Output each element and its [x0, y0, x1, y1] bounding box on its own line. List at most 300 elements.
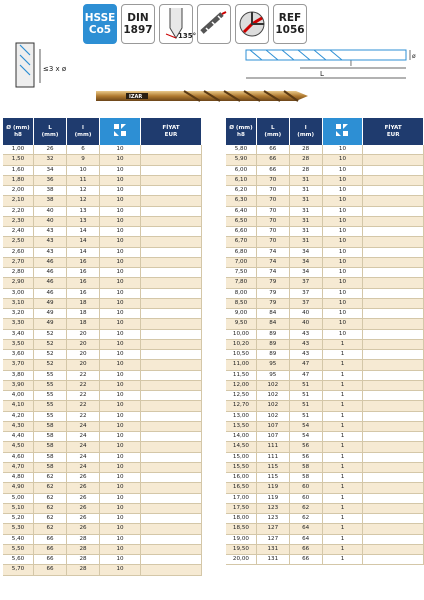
cell-pack-qty: 10 — [100, 411, 141, 421]
cell-price — [363, 247, 424, 257]
cell-pack-qty: 10 — [100, 503, 141, 513]
cell-diameter: 4,60 — [3, 452, 34, 462]
cell-price — [363, 462, 424, 472]
cell-diameter: 5,20 — [3, 514, 34, 524]
cell-pack-qty: 10 — [100, 227, 141, 237]
cell-pack-qty: 10 — [100, 350, 141, 360]
cell-total-length: 52 — [34, 329, 67, 339]
cell-price — [363, 534, 424, 544]
cell-diameter: 16,00 — [226, 473, 256, 483]
cell-price — [363, 206, 424, 216]
cell-diameter: 3,70 — [3, 360, 34, 370]
table-row — [226, 155, 424, 165]
cell-price — [141, 421, 202, 431]
cell-diameter: 6,50 — [226, 216, 256, 226]
cell-flute-length: 43 — [289, 329, 322, 339]
cell-pack-qty: 1 — [322, 503, 363, 513]
cell-pack-qty: 10 — [322, 165, 363, 175]
cell-price — [141, 380, 202, 390]
cell-total-length: 84 — [256, 309, 289, 319]
cell-price — [363, 452, 424, 462]
header-flute-length: l (mm) — [289, 118, 322, 145]
cell-diameter: 5,90 — [226, 155, 256, 165]
table-row — [226, 401, 424, 411]
cell-pack-qty: 1 — [322, 339, 363, 349]
cell-diameter: 6,60 — [226, 227, 256, 237]
cell-price — [141, 216, 202, 226]
cell-pack-qty: 1 — [322, 534, 363, 544]
cell-diameter: 3,40 — [3, 329, 34, 339]
material-badge — [83, 4, 117, 44]
cell-flute-length: 66 — [289, 555, 322, 565]
cell-pack-qty: 10 — [322, 309, 363, 319]
cell-total-length: 66 — [34, 565, 67, 575]
table-row — [3, 411, 202, 421]
header-total-length: L (mm) — [34, 118, 67, 145]
cell-price — [141, 237, 202, 247]
table-row — [226, 319, 424, 329]
cell-pack-qty: 10 — [322, 288, 363, 298]
cell-price — [363, 227, 424, 237]
cell-flute-length: 10 — [67, 165, 100, 175]
cell-price — [141, 514, 202, 524]
cell-pack-qty: 10 — [100, 206, 141, 216]
cell-total-length: 62 — [34, 503, 67, 513]
cell-diameter: 2,70 — [3, 257, 34, 267]
table-row — [226, 442, 424, 452]
cell-total-length: 119 — [256, 483, 289, 493]
cell-pack-qty: 10 — [100, 493, 141, 503]
header-price: FİYAT EUR — [141, 118, 202, 145]
ref-line2: 1056 — [275, 24, 305, 36]
cell-diameter: 3,30 — [3, 319, 34, 329]
cell-diameter: 18,50 — [226, 524, 256, 534]
cell-price — [141, 145, 202, 155]
cell-total-length: 89 — [256, 329, 289, 339]
drill-dimension-diagram — [240, 44, 420, 84]
drill-size-table-left — [3, 118, 202, 576]
cell-price — [141, 339, 202, 349]
cell-diameter: 4,30 — [3, 421, 34, 431]
material-line2: Co5 — [88, 24, 112, 36]
cell-total-length: 79 — [256, 288, 289, 298]
cell-price — [363, 442, 424, 452]
cell-flute-length: 13 — [67, 206, 100, 216]
cell-total-length: 66 — [34, 555, 67, 565]
cell-diameter: 5,80 — [226, 145, 256, 155]
cell-flute-length: 51 — [289, 411, 322, 421]
table-row — [3, 421, 202, 431]
cell-diameter: 4,50 — [3, 442, 34, 452]
cell-price — [363, 268, 424, 278]
svg-text:≤3 x ø: ≤3 x ø — [43, 65, 67, 73]
cell-flute-length: 58 — [289, 462, 322, 472]
cell-flute-length: 31 — [289, 175, 322, 185]
cell-price — [141, 442, 202, 452]
cell-pack-qty: 10 — [100, 421, 141, 431]
cell-pack-qty: 10 — [100, 145, 141, 155]
table-row — [3, 493, 202, 503]
table-row — [3, 339, 202, 349]
cell-total-length: 79 — [256, 298, 289, 308]
table-row — [226, 432, 424, 442]
cell-flute-length: 31 — [289, 186, 322, 196]
cell-pack-qty: 10 — [322, 155, 363, 165]
cell-total-length: 58 — [34, 452, 67, 462]
cell-price — [141, 524, 202, 534]
cell-diameter: 4,00 — [3, 391, 34, 401]
cell-pack-qty: 10 — [100, 155, 141, 165]
cell-price — [141, 391, 202, 401]
cell-flute-length: 51 — [289, 401, 322, 411]
cell-total-length: 66 — [34, 534, 67, 544]
cell-total-length: 102 — [256, 380, 289, 390]
cell-diameter: 10,00 — [226, 329, 256, 339]
cell-pack-qty: 10 — [100, 329, 141, 339]
header-diameter: Ø (mm) h8 — [226, 118, 256, 145]
cell-total-length: 46 — [34, 257, 67, 267]
cell-diameter: 5,30 — [3, 524, 34, 534]
cell-price — [363, 155, 424, 165]
cell-pack-qty: 10 — [100, 370, 141, 380]
cell-pack-qty: 10 — [100, 278, 141, 288]
package-quantity-icon — [322, 118, 363, 145]
cell-total-length: 62 — [34, 524, 67, 534]
cell-total-length: 62 — [34, 473, 67, 483]
cell-total-length: 40 — [34, 216, 67, 226]
cell-diameter: 13,00 — [226, 411, 256, 421]
cell-pack-qty: 1 — [322, 514, 363, 524]
cell-pack-qty: 10 — [322, 247, 363, 257]
cell-pack-qty: 10 — [322, 227, 363, 237]
cell-price — [363, 503, 424, 513]
cell-total-length: 55 — [34, 401, 67, 411]
cell-flute-length: 28 — [289, 155, 322, 165]
cell-diameter: 2,90 — [3, 278, 34, 288]
din-line2: 1897 — [123, 24, 153, 36]
cell-price — [363, 555, 424, 565]
table-row — [3, 473, 202, 483]
svg-text:L: L — [320, 70, 324, 78]
cell-pack-qty: 10 — [100, 483, 141, 493]
cell-total-length: 58 — [34, 442, 67, 452]
cell-pack-qty: 1 — [322, 442, 363, 452]
table-row — [3, 227, 202, 237]
cell-total-length: 84 — [256, 319, 289, 329]
cell-flute-length: 47 — [289, 360, 322, 370]
cell-pack-qty: 10 — [322, 257, 363, 267]
cell-pack-qty: 1 — [322, 432, 363, 442]
cell-total-length: 55 — [34, 391, 67, 401]
cell-flute-length: 26 — [67, 493, 100, 503]
cell-price — [363, 524, 424, 534]
cell-diameter: 3,90 — [3, 380, 34, 390]
cell-total-length: 62 — [34, 514, 67, 524]
cell-flute-length: 22 — [67, 411, 100, 421]
cell-total-length: 102 — [256, 411, 289, 421]
cell-price — [141, 309, 202, 319]
cell-pack-qty: 10 — [322, 319, 363, 329]
cell-total-length: 52 — [34, 360, 67, 370]
table-row — [226, 493, 424, 503]
table-row — [3, 329, 202, 339]
cell-pack-qty: 1 — [322, 483, 363, 493]
cell-pack-qty: 1 — [322, 493, 363, 503]
svg-text:IZAR: IZAR — [129, 94, 143, 100]
cell-pack-qty: 10 — [100, 544, 141, 554]
cell-flute-length: 43 — [289, 350, 322, 360]
svg-text:l: l — [350, 60, 352, 68]
cell-flute-length: 22 — [67, 370, 100, 380]
table-row — [226, 329, 424, 339]
cell-flute-length: 24 — [67, 421, 100, 431]
cell-pack-qty: 10 — [322, 329, 363, 339]
cell-flute-length: 18 — [67, 319, 100, 329]
table-row — [226, 360, 424, 370]
table-row — [3, 401, 202, 411]
table-row — [226, 370, 424, 380]
cell-price — [363, 473, 424, 483]
cell-diameter: 6,20 — [226, 186, 256, 196]
cell-pack-qty: 10 — [100, 237, 141, 247]
cell-flute-length: 56 — [289, 452, 322, 462]
cell-flute-length: 20 — [67, 339, 100, 349]
cell-total-length: 111 — [256, 452, 289, 462]
table-row — [226, 411, 424, 421]
table-row — [3, 247, 202, 257]
cell-pack-qty: 1 — [322, 380, 363, 390]
badge-row — [83, 4, 307, 44]
table-row — [3, 165, 202, 175]
table-row — [3, 175, 202, 185]
cell-total-length: 52 — [34, 339, 67, 349]
cell-flute-length: 60 — [289, 483, 322, 493]
cell-price — [141, 196, 202, 206]
cell-price — [363, 298, 424, 308]
table-row — [3, 206, 202, 216]
cell-diameter: 6,40 — [226, 206, 256, 216]
cell-price — [363, 493, 424, 503]
cell-diameter: 12,00 — [226, 380, 256, 390]
cell-diameter: 5,60 — [3, 555, 34, 565]
cell-diameter: 9,00 — [226, 309, 256, 319]
cell-total-length: 70 — [256, 175, 289, 185]
cell-price — [363, 145, 424, 155]
cell-total-length: 62 — [34, 483, 67, 493]
cell-price — [141, 268, 202, 278]
table-row — [226, 247, 424, 257]
cell-price — [141, 555, 202, 565]
cell-price — [141, 534, 202, 544]
ref-line1: REF — [278, 12, 302, 24]
table-row — [3, 319, 202, 329]
cell-pack-qty: 1 — [322, 360, 363, 370]
cell-diameter: 3,80 — [3, 370, 34, 380]
table-row — [226, 206, 424, 216]
cell-diameter: 6,30 — [226, 196, 256, 206]
package-quantity-icon — [100, 118, 141, 145]
cell-total-length: 111 — [256, 442, 289, 452]
cell-diameter: 2,20 — [3, 206, 34, 216]
cell-total-length: 40 — [34, 206, 67, 216]
table-row — [3, 524, 202, 534]
cell-diameter: 2,30 — [3, 216, 34, 226]
table-header — [226, 118, 424, 145]
cell-diameter: 14,00 — [226, 432, 256, 442]
cell-price — [141, 155, 202, 165]
cell-pack-qty: 1 — [322, 391, 363, 401]
table-row — [226, 524, 424, 534]
cell-pack-qty: 1 — [322, 370, 363, 380]
cell-total-length: 119 — [256, 493, 289, 503]
table-row — [226, 309, 424, 319]
cell-flute-length: 9 — [67, 155, 100, 165]
cell-pack-qty: 10 — [100, 473, 141, 483]
cell-diameter: 9,50 — [226, 319, 256, 329]
cell-total-length: 79 — [256, 278, 289, 288]
cell-flute-length: 28 — [289, 165, 322, 175]
cell-flute-length: 20 — [67, 350, 100, 360]
cell-total-length: 49 — [34, 309, 67, 319]
cell-price — [141, 247, 202, 257]
cell-flute-length: 37 — [289, 288, 322, 298]
cell-pack-qty: 10 — [100, 319, 141, 329]
cell-price — [141, 432, 202, 442]
cell-total-length: 66 — [34, 544, 67, 554]
cell-total-length: 89 — [256, 339, 289, 349]
cell-diameter: 2,80 — [3, 268, 34, 278]
header-total-length: L (mm) — [256, 118, 289, 145]
cell-flute-length: 14 — [67, 227, 100, 237]
cell-diameter: 1,80 — [3, 175, 34, 185]
cell-pack-qty: 10 — [100, 175, 141, 185]
table-row — [3, 298, 202, 308]
cell-flute-length: 31 — [289, 206, 322, 216]
cell-pack-qty: 10 — [100, 216, 141, 226]
cell-total-length: 123 — [256, 514, 289, 524]
cell-flute-length: 22 — [67, 401, 100, 411]
header-area — [0, 0, 424, 118]
table-row — [3, 452, 202, 462]
spiral-drill-icon — [197, 4, 231, 44]
cell-price — [363, 514, 424, 524]
table-row — [226, 216, 424, 226]
cell-total-length: 102 — [256, 401, 289, 411]
cell-flute-length: 20 — [67, 360, 100, 370]
cell-diameter: 10,50 — [226, 350, 256, 360]
cell-price — [141, 350, 202, 360]
cell-flute-length: 31 — [289, 196, 322, 206]
cell-price — [363, 401, 424, 411]
cell-pack-qty: 10 — [322, 268, 363, 278]
table-row — [3, 544, 202, 554]
cell-diameter: 5,40 — [3, 534, 34, 544]
cell-price — [141, 401, 202, 411]
cell-flute-length: 28 — [67, 555, 100, 565]
cell-total-length: 70 — [256, 216, 289, 226]
cell-total-length: 34 — [34, 165, 67, 175]
cell-price — [141, 288, 202, 298]
table-row — [3, 237, 202, 247]
cell-price — [141, 257, 202, 267]
cell-price — [363, 432, 424, 442]
cell-price — [363, 257, 424, 267]
table-row — [226, 227, 424, 237]
cell-price — [363, 483, 424, 493]
cell-flute-length: 16 — [67, 268, 100, 278]
cell-flute-length: 60 — [289, 493, 322, 503]
cell-flute-length: 58 — [289, 473, 322, 483]
cell-flute-length: 28 — [289, 145, 322, 155]
cell-total-length: 46 — [34, 288, 67, 298]
cell-total-length: 102 — [256, 391, 289, 401]
cell-pack-qty: 10 — [322, 237, 363, 247]
cell-total-length: 43 — [34, 227, 67, 237]
table-row — [226, 462, 424, 472]
cell-pack-qty: 10 — [100, 360, 141, 370]
cell-total-length: 70 — [256, 237, 289, 247]
cell-pack-qty: 10 — [100, 165, 141, 175]
cell-flute-length: 31 — [289, 227, 322, 237]
cell-diameter: 5,00 — [3, 493, 34, 503]
cell-flute-length: 51 — [289, 391, 322, 401]
table-row — [226, 288, 424, 298]
cell-total-length: 131 — [256, 555, 289, 565]
cell-pack-qty: 10 — [322, 278, 363, 288]
cell-diameter: 14,50 — [226, 442, 256, 452]
cell-price — [363, 339, 424, 349]
cell-price — [363, 165, 424, 175]
table-row — [3, 268, 202, 278]
cell-price — [363, 309, 424, 319]
cell-price — [363, 391, 424, 401]
cell-price — [141, 493, 202, 503]
cell-total-length: 70 — [256, 196, 289, 206]
cell-pack-qty: 10 — [100, 401, 141, 411]
din-line1: DIN — [127, 12, 149, 24]
drill-photo — [96, 86, 310, 106]
table-row — [3, 514, 202, 524]
cell-diameter: 17,50 — [226, 503, 256, 513]
cell-diameter: 5,50 — [3, 544, 34, 554]
cell-diameter: 5,10 — [3, 503, 34, 513]
cell-pack-qty: 10 — [100, 380, 141, 390]
cell-diameter: 2,10 — [3, 196, 34, 206]
cell-flute-length: 14 — [67, 247, 100, 257]
cell-total-length: 55 — [34, 411, 67, 421]
cell-total-length: 127 — [256, 524, 289, 534]
cell-price — [141, 452, 202, 462]
cell-diameter: 17,00 — [226, 493, 256, 503]
svg-text:135°: 135° — [178, 32, 197, 40]
cell-flute-length: 18 — [67, 298, 100, 308]
cell-total-length: 36 — [34, 175, 67, 185]
cell-diameter: 3,00 — [3, 288, 34, 298]
cell-price — [141, 565, 202, 575]
cell-price — [363, 380, 424, 390]
cell-flute-length: 24 — [67, 432, 100, 442]
cell-total-length: 58 — [34, 462, 67, 472]
table-row — [3, 462, 202, 472]
cell-diameter: 4,10 — [3, 401, 34, 411]
cell-diameter: 2,50 — [3, 237, 34, 247]
table-body-left — [3, 145, 202, 575]
cell-diameter: 8,00 — [226, 288, 256, 298]
cell-price — [141, 473, 202, 483]
cell-total-length: 89 — [256, 350, 289, 360]
cell-diameter: 4,70 — [3, 462, 34, 472]
cell-flute-length: 62 — [289, 514, 322, 524]
